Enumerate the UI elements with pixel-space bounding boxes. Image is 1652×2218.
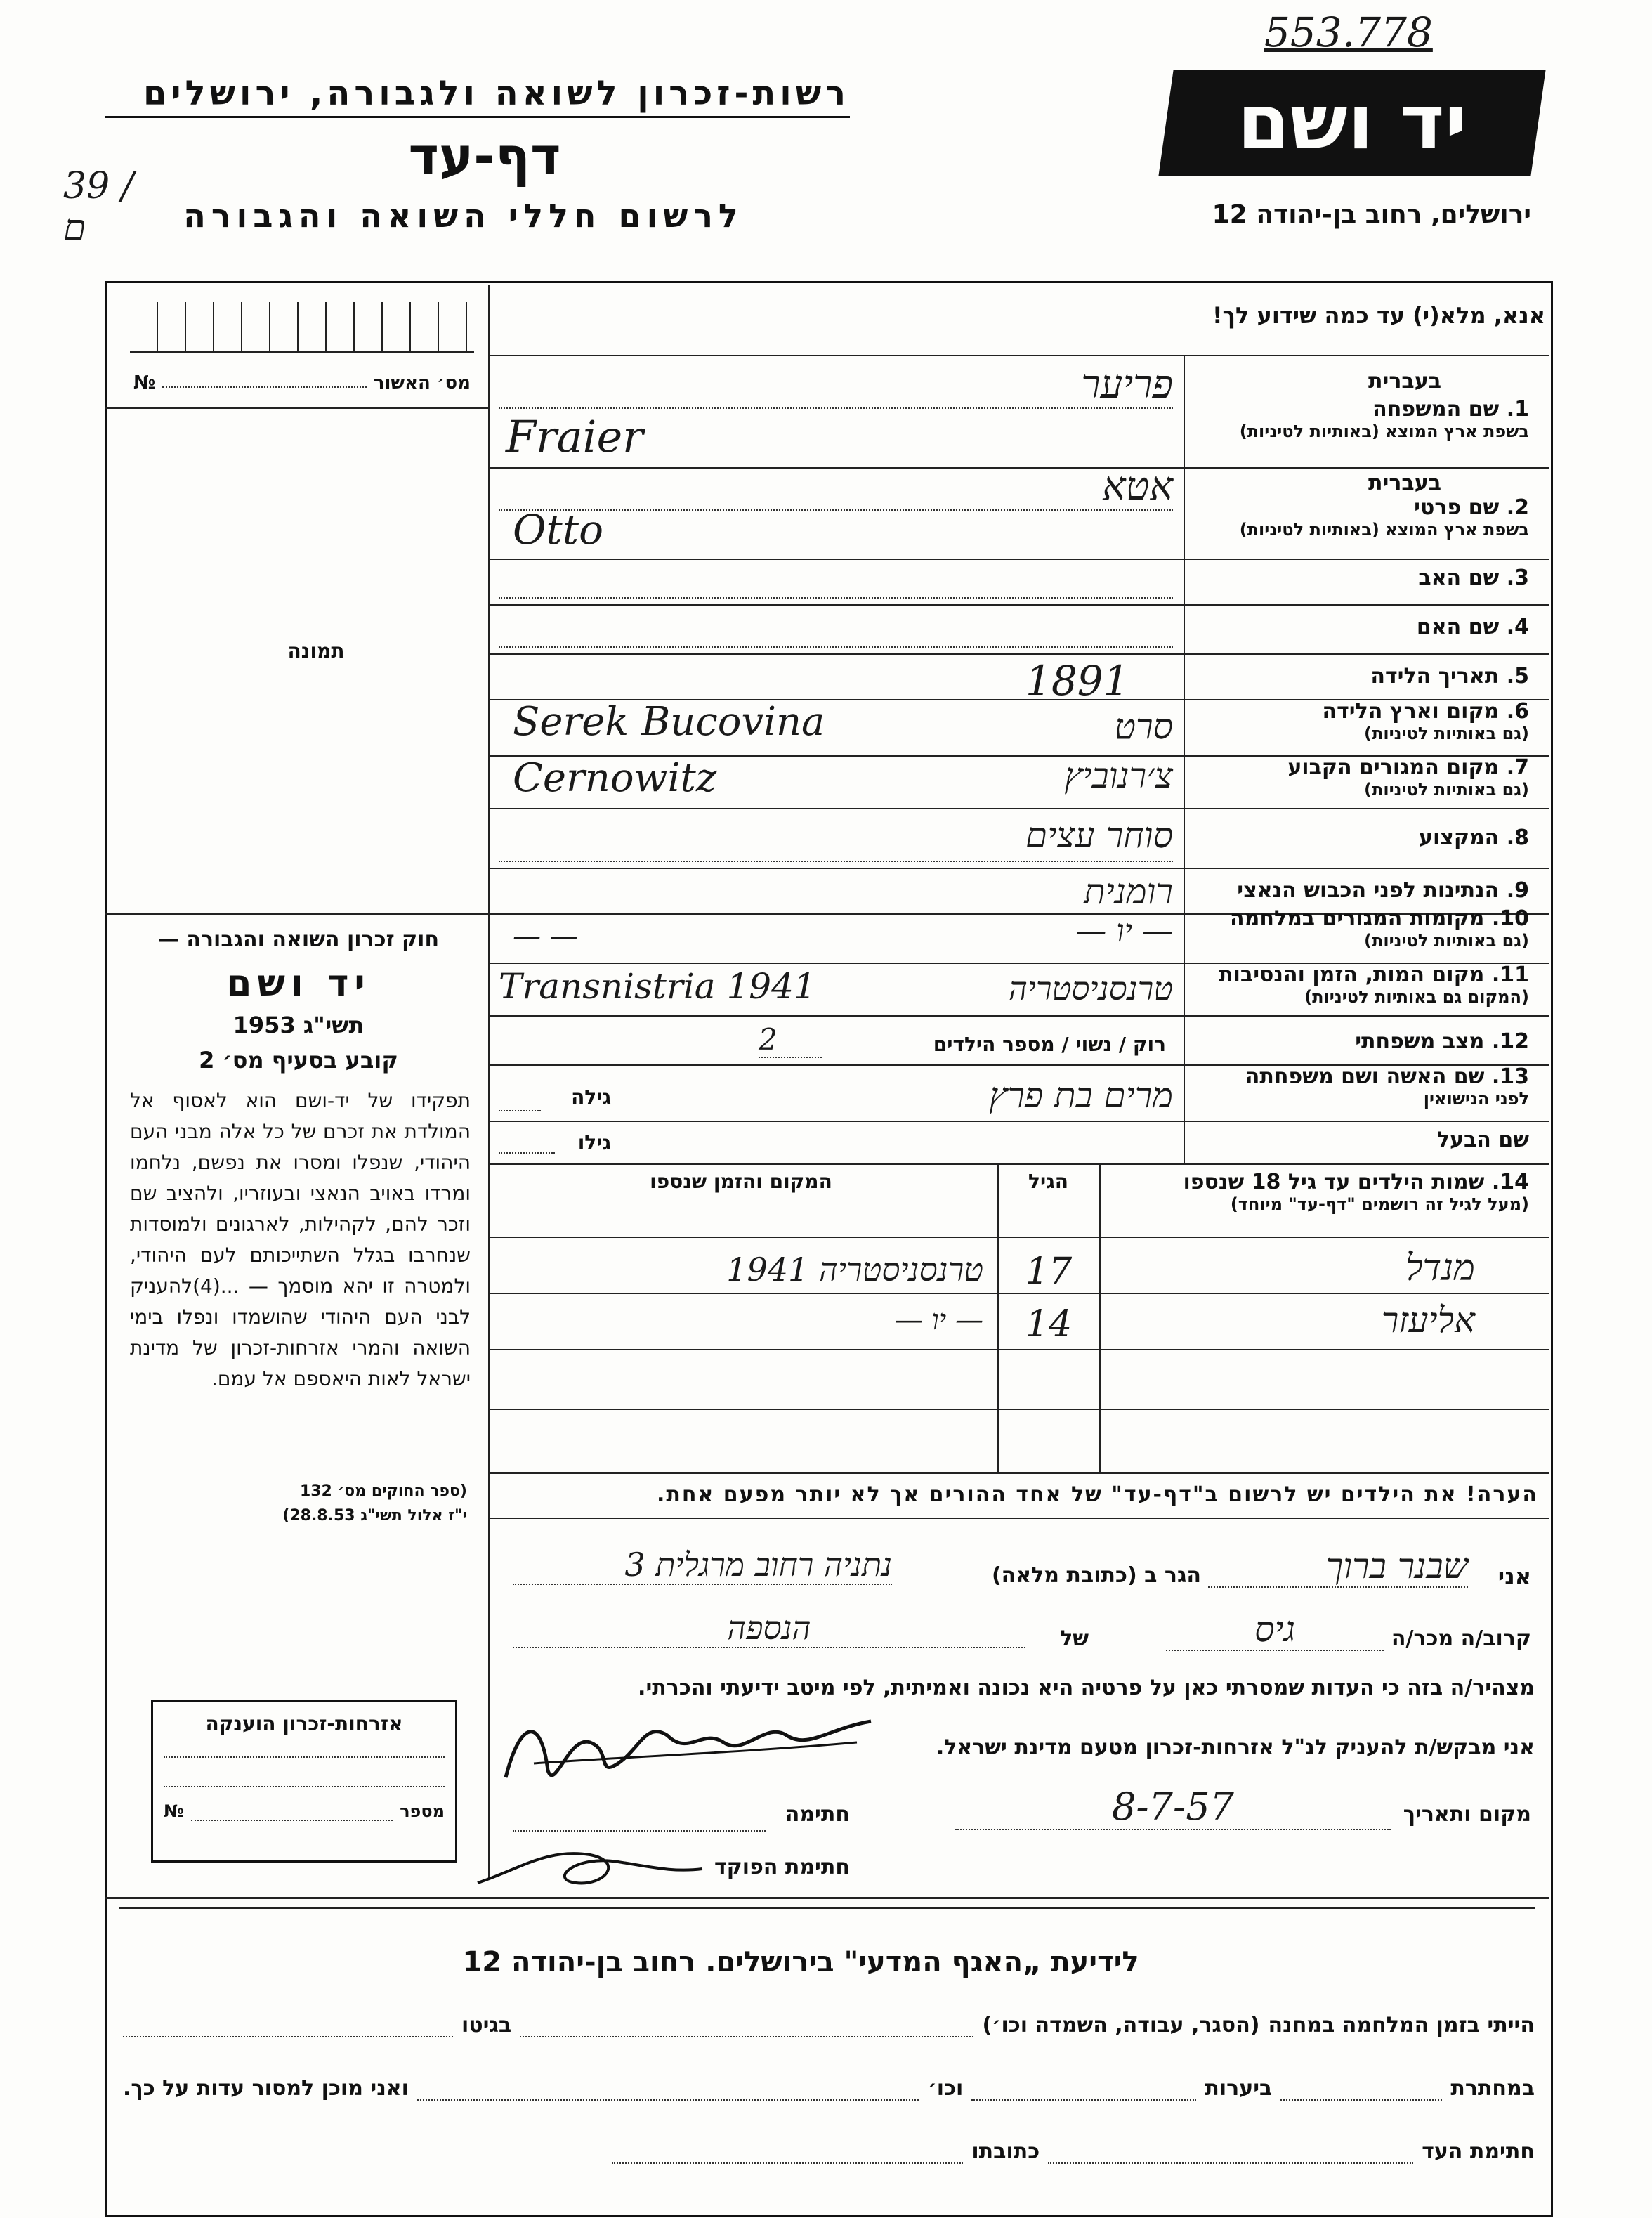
- resident-label: [892, 1563, 1201, 1588]
- field-10-name: מקומות המגורים במלחמה: [1230, 906, 1485, 931]
- law-text: תפקידו של יד-ושם הוא לאסוף אל המולדת את זכרם של כל אלה מבני העם היהודי, שנפלו ומסרו את נפשם, נלחמו ומרדו באויב הנאצי ובעוזריו, ולהציב שם וזכר להם, לקהילות, לארגונים ולמוסדות שנחרבו בגלל השתייכותם לעם היהודי, ולמטרה זו יהא מוסמך — ...(4)להעניק לבני העם היהודי שהושמדו ונפלו בימי השואה והמרי אזרחות-זכרון של מדינת ישראל לאות היאספם אל עמם.: [130, 1089, 471, 1390]
- field-7-latin-note: (גם באותיות לטיניות): [1364, 780, 1529, 800]
- field-1-label: [1240, 397, 1529, 441]
- in-hebrew-1: בעברית: [1368, 369, 1441, 393]
- field-10-latin-note: (גם באותיות לטיניות): [1364, 931, 1529, 951]
- full-address-label: (כתובת מלאה): [991, 1563, 1137, 1588]
- field-13-label: [1245, 1064, 1529, 1109]
- field-11-num: 11.: [1491, 963, 1529, 987]
- field-5-label: [1370, 664, 1529, 689]
- citizenship-box: [151, 1700, 457, 1863]
- field-6-latin-value[interactable]: Serek Bucovina: [513, 699, 825, 745]
- field-8-value[interactable]: סוחר עצים: [1025, 815, 1173, 856]
- field-1-latin-note: בשפת ארץ המוצא (באותיות לטיניות): [1239, 422, 1529, 441]
- of-label: של: [1060, 1626, 1089, 1651]
- field-5-name: תאריך הלידה: [1370, 664, 1500, 689]
- photo-label: תמונה: [287, 639, 345, 663]
- footer-camp-field[interactable]: [520, 2015, 973, 2037]
- note-divider: [488, 1518, 1549, 1519]
- footer-second-divider: [119, 1907, 1535, 1909]
- approval-ticks: [130, 302, 474, 353]
- field-11-name: מקום המות, הזמן והנסיבות: [1219, 963, 1485, 987]
- declarant-label: אני: [1497, 1563, 1531, 1590]
- place-date-label: מקום ותאריך: [1403, 1802, 1531, 1827]
- field-2-divider: [488, 559, 1549, 560]
- request-divider: [488, 355, 1549, 356]
- field-10-label: [1230, 906, 1529, 951]
- field-11-latin-value[interactable]: Transnistria 1941: [499, 966, 816, 1007]
- form-title: דף-עד: [408, 126, 561, 187]
- field-9-name: הנתינות לפני הכבוש הנאצי: [1237, 878, 1500, 903]
- children-table-end: [488, 1472, 1549, 1474]
- field-13-name: שם האשה ושם משפחתה: [1245, 1064, 1485, 1089]
- field-11-label: [1219, 963, 1529, 1007]
- field-9-label: [1237, 878, 1529, 903]
- field-2-latin-note: בשפת ארץ המוצא (באותיות לטיניות): [1239, 520, 1529, 540]
- official-signature-label: חתימת הפוקד: [714, 1855, 850, 1879]
- field-1-divider: [488, 467, 1549, 469]
- footer-ghetto-label: בגיטו: [461, 2013, 512, 2037]
- field-1-latin-value[interactable]: Fraier: [506, 411, 643, 462]
- field-12-children[interactable]: 2: [759, 1022, 822, 1058]
- field-9-value[interactable]: רומנית: [1084, 871, 1173, 912]
- child-2-name[interactable]: אליעזר: [1381, 1300, 1475, 1340]
- law-heading: חוק זכרון השואה והגבורה —: [157, 927, 440, 952]
- left-column-divider: [488, 285, 490, 1879]
- authority-name: רשות-זכרון לשואה ולגבורה, ירושלים: [105, 74, 850, 118]
- child-row-3-divider: [488, 1409, 1549, 1410]
- field-8-name: המקצוע: [1418, 826, 1500, 850]
- field-2-label: [1240, 495, 1529, 540]
- citizenship-request: אני מבקש/ת להעניק לנ"ל אזרחות-זכרון מטעם מדינת ישראל.: [936, 1735, 1535, 1760]
- children-num: 14.: [1491, 1170, 1529, 1194]
- fill-request: אנא, מלא(י) עד כמה שידוע לך!: [1212, 302, 1545, 329]
- law-source-2: י"ז אלול תשי"ג 28.8.53): [282, 1507, 467, 1525]
- field-13-divider: [488, 1121, 1549, 1122]
- field-6-latin-note: (גם באותיות לטיניות): [1364, 724, 1529, 743]
- footer-underground-label: במחתרת: [1450, 2076, 1535, 2101]
- signature-stroke: [506, 1721, 871, 1777]
- form-subtitle: לרשום חללי השואה והגבורה: [183, 197, 744, 235]
- field-8-divider: [488, 868, 1549, 869]
- margin-note: 39 / ם: [63, 165, 134, 249]
- footer-etc-label: וכו׳: [927, 2076, 964, 2101]
- footer-etc-field[interactable]: [417, 2078, 919, 2101]
- children-col-divider-1: [1099, 1163, 1101, 1472]
- field-7-num: 7.: [1506, 755, 1529, 780]
- citizenship-number-row: [164, 1801, 445, 1821]
- field-11-divider: [488, 1015, 1549, 1017]
- footer-underground-field[interactable]: [1280, 2078, 1442, 2101]
- field-1-hebrew-value[interactable]: פריער: [1081, 362, 1173, 407]
- field-3-label: [1418, 566, 1529, 590]
- field-10-dash: — —: [513, 920, 578, 953]
- field-1-num: 1.: [1506, 397, 1529, 422]
- field-12-num: 12.: [1491, 1029, 1529, 1054]
- approval-label: מס׳ האשור: [373, 372, 471, 393]
- footer-line-1: [123, 2013, 1535, 2037]
- footer-witness-signature-field[interactable]: [1048, 2141, 1413, 2164]
- of-value[interactable]: הנספה: [513, 1609, 1025, 1648]
- declarant-name[interactable]: שבנר ברוך: [1208, 1546, 1468, 1588]
- law-year: תשי"ג 1953: [232, 1012, 365, 1038]
- field-1-name: שם המשפחה: [1372, 397, 1500, 422]
- field-4-line: [499, 646, 1173, 648]
- child-2-age[interactable]: 14: [1025, 1303, 1073, 1345]
- children-names-title: שמות הילדים עד גיל 18 שנספו: [1183, 1170, 1485, 1194]
- footer-witness-signature-label: חתימת העד: [1422, 2139, 1535, 2164]
- law-source-1: (ספר החוקים מס׳ 132: [299, 1482, 467, 1500]
- signature-line: [513, 1830, 766, 1832]
- footer-camp-label: הייתי בזמן המלחמה במחנה: [1268, 2013, 1535, 2037]
- wife-age-label: גילה: [571, 1085, 611, 1109]
- field-4-divider: [488, 653, 1549, 655]
- declaration-text: מצהיר/ה בזה כי העדות שמסרתי כאן על פרטיה היא נכונה ואמיתית, לפי מיטב ידיעתי והכרתי.: [638, 1676, 1535, 1700]
- field-2-num: 2.: [1506, 495, 1529, 520]
- law-name: יד ושם: [226, 963, 371, 1005]
- witness-signature: [492, 1693, 885, 1799]
- label-column-divider: [1184, 355, 1185, 1163]
- archive-number: 553.778: [1264, 8, 1433, 56]
- field-1-hebrew-line: [499, 407, 1173, 409]
- header-address: ירושלים, רחוב בן-יהודה 12: [1212, 200, 1531, 229]
- footer-address-field[interactable]: [612, 2141, 963, 2164]
- field-4-num: 4.: [1506, 615, 1529, 639]
- husband-age-label: גילו: [577, 1131, 611, 1154]
- children-col-divider-2: [997, 1163, 999, 1472]
- husband-label: שם הבעל: [1436, 1128, 1529, 1152]
- children-note: הערה! את הילדים יש לרשום ב"דף-עד" של אחד ההורים אך לא יותר מפעם אחת.: [656, 1482, 1538, 1507]
- field-2-hebrew-value[interactable]: אטא: [1101, 464, 1173, 509]
- field-12-hint: רוק / נשוי / מספר הילדים: [933, 1033, 1166, 1056]
- wife-age-line: [499, 1110, 541, 1111]
- footer-forest-label: ביערות: [1205, 2076, 1273, 2101]
- date-value[interactable]: 8-7-57: [955, 1785, 1391, 1830]
- citizenship-dotted-1: [164, 1756, 445, 1758]
- field-5-value[interactable]: 1891: [1025, 657, 1129, 705]
- field-3-divider: [488, 604, 1549, 606]
- field-13-value[interactable]: מרים בת פרץ: [989, 1075, 1173, 1116]
- field-3-line: [499, 597, 1173, 599]
- field-8-num: 8.: [1506, 826, 1529, 850]
- children-names-sub: (מעל לגיל זה רושמים "דף-עד" מיוחד): [1230, 1194, 1529, 1214]
- citizenship-number-label: מספר: [400, 1801, 445, 1821]
- in-hebrew-2: בעברית: [1368, 471, 1441, 495]
- field-12-label: [1355, 1029, 1529, 1054]
- field-6-hebrew-value[interactable]: סרט: [1114, 706, 1173, 747]
- law-clause: קובע בסעיף מס׳ 2: [199, 1047, 398, 1074]
- field-9-num: 9.: [1506, 878, 1529, 903]
- children-place-header: המקום והזמן שנספו: [650, 1170, 832, 1193]
- citizenship-number-sign: №: [164, 1801, 184, 1821]
- signature-underline: [534, 1742, 857, 1763]
- field-11-hebrew-value[interactable]: טרנסניסטריה: [1008, 970, 1173, 1007]
- field-6-num: 6.: [1506, 699, 1529, 724]
- field-7-name: מקום המגורים הקבוע: [1287, 755, 1500, 780]
- logo-text: יד ושם: [1237, 79, 1467, 167]
- field-5-num: 5.: [1506, 664, 1529, 689]
- children-names-header: [1183, 1170, 1529, 1214]
- approval-divider: [105, 407, 488, 409]
- footer-title: לידיעת „האגף המדעי" בירושלים. רחוב בן-יהודה 12: [462, 1946, 1139, 1978]
- citizenship-title: אזרחות-זכרון הוענקה: [205, 1712, 403, 1735]
- footer-top-divider: [105, 1897, 1549, 1899]
- field-10-num: 10.: [1491, 906, 1529, 931]
- footer-testify-label: ואני מוכן למסור עדות על כך.: [123, 2076, 409, 2101]
- field-7-divider: [488, 808, 1549, 809]
- child-1-place[interactable]: טרנסניסטריה 1941: [726, 1251, 983, 1289]
- footer-line-3: [123, 2139, 1535, 2164]
- children-age-header: הגיל: [1028, 1170, 1068, 1193]
- approval-dots: [162, 372, 367, 388]
- relation-value[interactable]: גיס: [1166, 1609, 1384, 1651]
- field-13-sub: לפני הנישואין: [1423, 1089, 1529, 1109]
- field-10-value[interactable]: — יו —: [1075, 913, 1173, 949]
- field-3-num: 3.: [1506, 566, 1529, 590]
- field-3-name: שם האב: [1418, 566, 1500, 590]
- field-12-name: מצב משפחתי: [1355, 1029, 1485, 1054]
- citizenship-number-dots: [191, 1801, 393, 1821]
- field-7-latin-value[interactable]: Cernowitz: [513, 755, 717, 801]
- child-1-age[interactable]: 17: [1025, 1251, 1073, 1293]
- children-header-divider: [488, 1237, 1549, 1238]
- field-6-label: [1323, 699, 1529, 743]
- footer-line-2: [123, 2076, 1535, 2101]
- field-4-name: שם האם: [1416, 615, 1500, 639]
- yad-vashem-logo: [1158, 70, 1545, 176]
- relation-label: קרוב/ה מכר/ה: [1391, 1626, 1531, 1651]
- footer-ghetto-field[interactable]: [123, 2015, 453, 2037]
- field-8-label: [1419, 826, 1529, 850]
- field-2-latin-value[interactable]: Otto: [513, 506, 604, 554]
- resident-label-text: הגר ב: [1144, 1563, 1201, 1588]
- approval-number-label: [133, 372, 471, 393]
- field-11-sub: (המקום גם באותיות לטיניות): [1304, 987, 1529, 1007]
- field-6-name: מקום וארץ הלידה: [1322, 699, 1500, 724]
- citizenship-dotted-2: [164, 1786, 445, 1787]
- approval-no-sign: №: [133, 372, 156, 393]
- field-4-label: [1417, 615, 1529, 639]
- field-8-line: [499, 861, 1173, 862]
- footer-camp-hint: (הסגר, עבודה, השמדה וכו׳): [982, 2013, 1260, 2037]
- husband-divider: [488, 1163, 1549, 1165]
- address-value[interactable]: נתניה רחוב מרגלית 3: [513, 1546, 892, 1585]
- child-row-2-divider: [488, 1349, 1549, 1350]
- official-signature-stroke: [478, 1853, 702, 1883]
- official-signature: [464, 1834, 716, 1897]
- field-2-name: שם פרטי: [1414, 495, 1500, 520]
- child-row-1-divider: [488, 1293, 1549, 1294]
- footer-forest-field[interactable]: [971, 2078, 1196, 2101]
- photo-divider: [105, 913, 488, 915]
- child-1-name[interactable]: מנדל: [1405, 1247, 1475, 1289]
- footer-address-label: כתובתו: [971, 2139, 1040, 2164]
- husband-age-line: [499, 1152, 555, 1154]
- signature-label: חתימה: [785, 1802, 850, 1827]
- child-2-place[interactable]: — יו —: [894, 1304, 983, 1336]
- field-13-num: 13.: [1491, 1064, 1529, 1089]
- field-7-label: [1287, 755, 1529, 800]
- field-7-hebrew-value[interactable]: צ׳רנוביץ: [1064, 755, 1173, 796]
